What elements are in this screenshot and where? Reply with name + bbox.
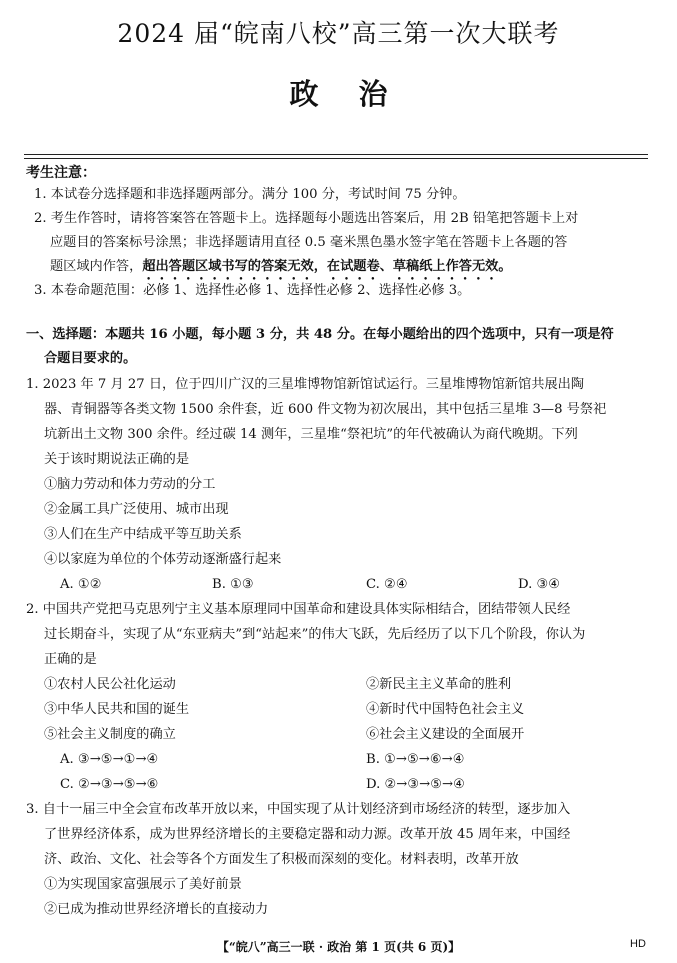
q2-item-2: ②新民主主义革命的胜利 bbox=[366, 677, 512, 692]
notice-item-2: 2. 考生作答时，请将答案答在答题卡上。选择题每小题选出答案后，用 2B 铅笔把答题卡上对 bbox=[34, 211, 579, 226]
exam-title: 2024 届“皖南八校”高三第一次大联考 bbox=[117, 19, 560, 48]
q2-item-5: ⑤社会主义制度的确立 bbox=[44, 727, 176, 742]
notice-item-2-end bbox=[50, 258, 512, 283]
q2-option-b: B. ①→⑤→⑥→④ bbox=[366, 752, 465, 767]
notice-item-1: 1. 本试卷分选择题和非选择题两部分。满分 100 分，考试时间 75 分钟。 bbox=[34, 187, 466, 202]
q2-option-c: C. ②→③→⑤→⑥ bbox=[60, 777, 159, 792]
subject-title: 政治 bbox=[289, 77, 428, 111]
q2-option-d: D. ②→③→⑤→④ bbox=[366, 777, 465, 792]
q1-option-c: C. ②④ bbox=[366, 577, 408, 592]
q2-item-1: ①农村人民公社化运动 bbox=[44, 677, 176, 692]
q1-item-2: ②金属工具广泛使用、城市出现 bbox=[44, 502, 229, 517]
q2-item-3: ③中华人民共和国的诞生 bbox=[44, 702, 190, 717]
q1-stem-line-4: 关于该时期说法正确的是 bbox=[44, 452, 190, 467]
section-heading-cont: 合题目要求的。 bbox=[44, 351, 137, 366]
q2-stem-line-2: 过长期奋斗，实现了从“东亚病夫”到“站起来”的伟大飞跃，先后经历了以下几个阶段，你认为 bbox=[44, 627, 586, 642]
q2-stem-line-3: 正确的是 bbox=[44, 652, 97, 667]
page-footer: 【“皖八”高三一联 · 政治 第 1 页(共 6 页)】 bbox=[216, 940, 461, 954]
q3-stem-line-3: 济、政治、文化、社会等各个方面发生了积极而深刻的变化。材料表明，改革开放 bbox=[44, 852, 519, 867]
notice-item-2-cont: 应题目的答案标号涂黑；非选择题请用直径 0.5 毫米黑色墨水签字笔在答题卡上各题的答 bbox=[50, 235, 568, 250]
divider-top bbox=[24, 154, 648, 155]
notice-warning: 超出答题区域书写的答案无效，在试题卷、草稿纸上作答无效。 bbox=[142, 259, 512, 274]
q1-item-4: ④以家庭为单位的个体劳动逐渐盛行起来 bbox=[44, 552, 282, 567]
q1-option-a: A. ①② bbox=[60, 577, 102, 592]
section-heading: 一、选择题：本题共 16 小题，每小题 3 分，共 48 分。在每小题给出的四个选项中，只有一项是符 bbox=[26, 327, 614, 342]
q1-stem-line-2: 器、青铜器等各类文物 1500 余件套，近 600 件文物为初次展出，其中包括三星堆 3—8 号祭祀 bbox=[44, 402, 607, 417]
q1-option-d: D. ③④ bbox=[518, 577, 561, 592]
q2-item-4: ④新时代中国特色社会主义 bbox=[366, 702, 525, 717]
q3-item-2: ②已成为推动世界经济增长的直接动力 bbox=[44, 902, 269, 917]
q3-item-1: ①为实现国家富强展示了美好前景 bbox=[44, 877, 242, 892]
divider-bottom bbox=[24, 158, 648, 159]
q1-item-1: ①脑力劳动和体力劳动的分工 bbox=[44, 477, 216, 492]
notice-item-2-end-text: 题区域内作答， bbox=[50, 259, 143, 274]
q1-stem-line-3: 坑新出土文物 300 余件。经过碳 14 测年，三星堆“祭祀坑”的年代被确认为商代晚期。下列 bbox=[44, 427, 578, 442]
notice-item-3: 3. 本卷命题范围：必修 1、选择性必修 1、选择性必修 2、选择性必修 3。 bbox=[34, 283, 471, 298]
q1-option-b: B. ①③ bbox=[212, 577, 254, 592]
q1-stem-line-1: 1. 2023 年 7 月 27 日，位于四川广汉的三星堆博物馆新馆试运行。三星堆博物馆新馆共展出陶 bbox=[26, 377, 585, 392]
q2-item-6: ⑥社会主义建设的全面展开 bbox=[366, 727, 525, 742]
q3-stem-line-1: 3. 自十一届三中全会宣布改革开放以来，中国实现了从计划经济到市场经济的转型，逐步加入 bbox=[26, 802, 571, 817]
notice-title: 考生注意： bbox=[26, 165, 96, 181]
q2-stem-line-1: 2. 中国共产党把马克思列宁主义基本原理同中国革命和建设具体实际相结合，团结带领人民经 bbox=[26, 602, 571, 617]
footer-code: HD bbox=[630, 938, 646, 950]
q2-option-a: A. ③→⑤→①→④ bbox=[60, 752, 159, 767]
q1-item-3: ③人们在生产中结成平等互助关系 bbox=[44, 527, 242, 542]
q3-stem-line-2: 了世界经济体系，成为世界经济增长的主要稳定器和动力源。改革开放 45 周年来，中国经 bbox=[44, 827, 571, 842]
